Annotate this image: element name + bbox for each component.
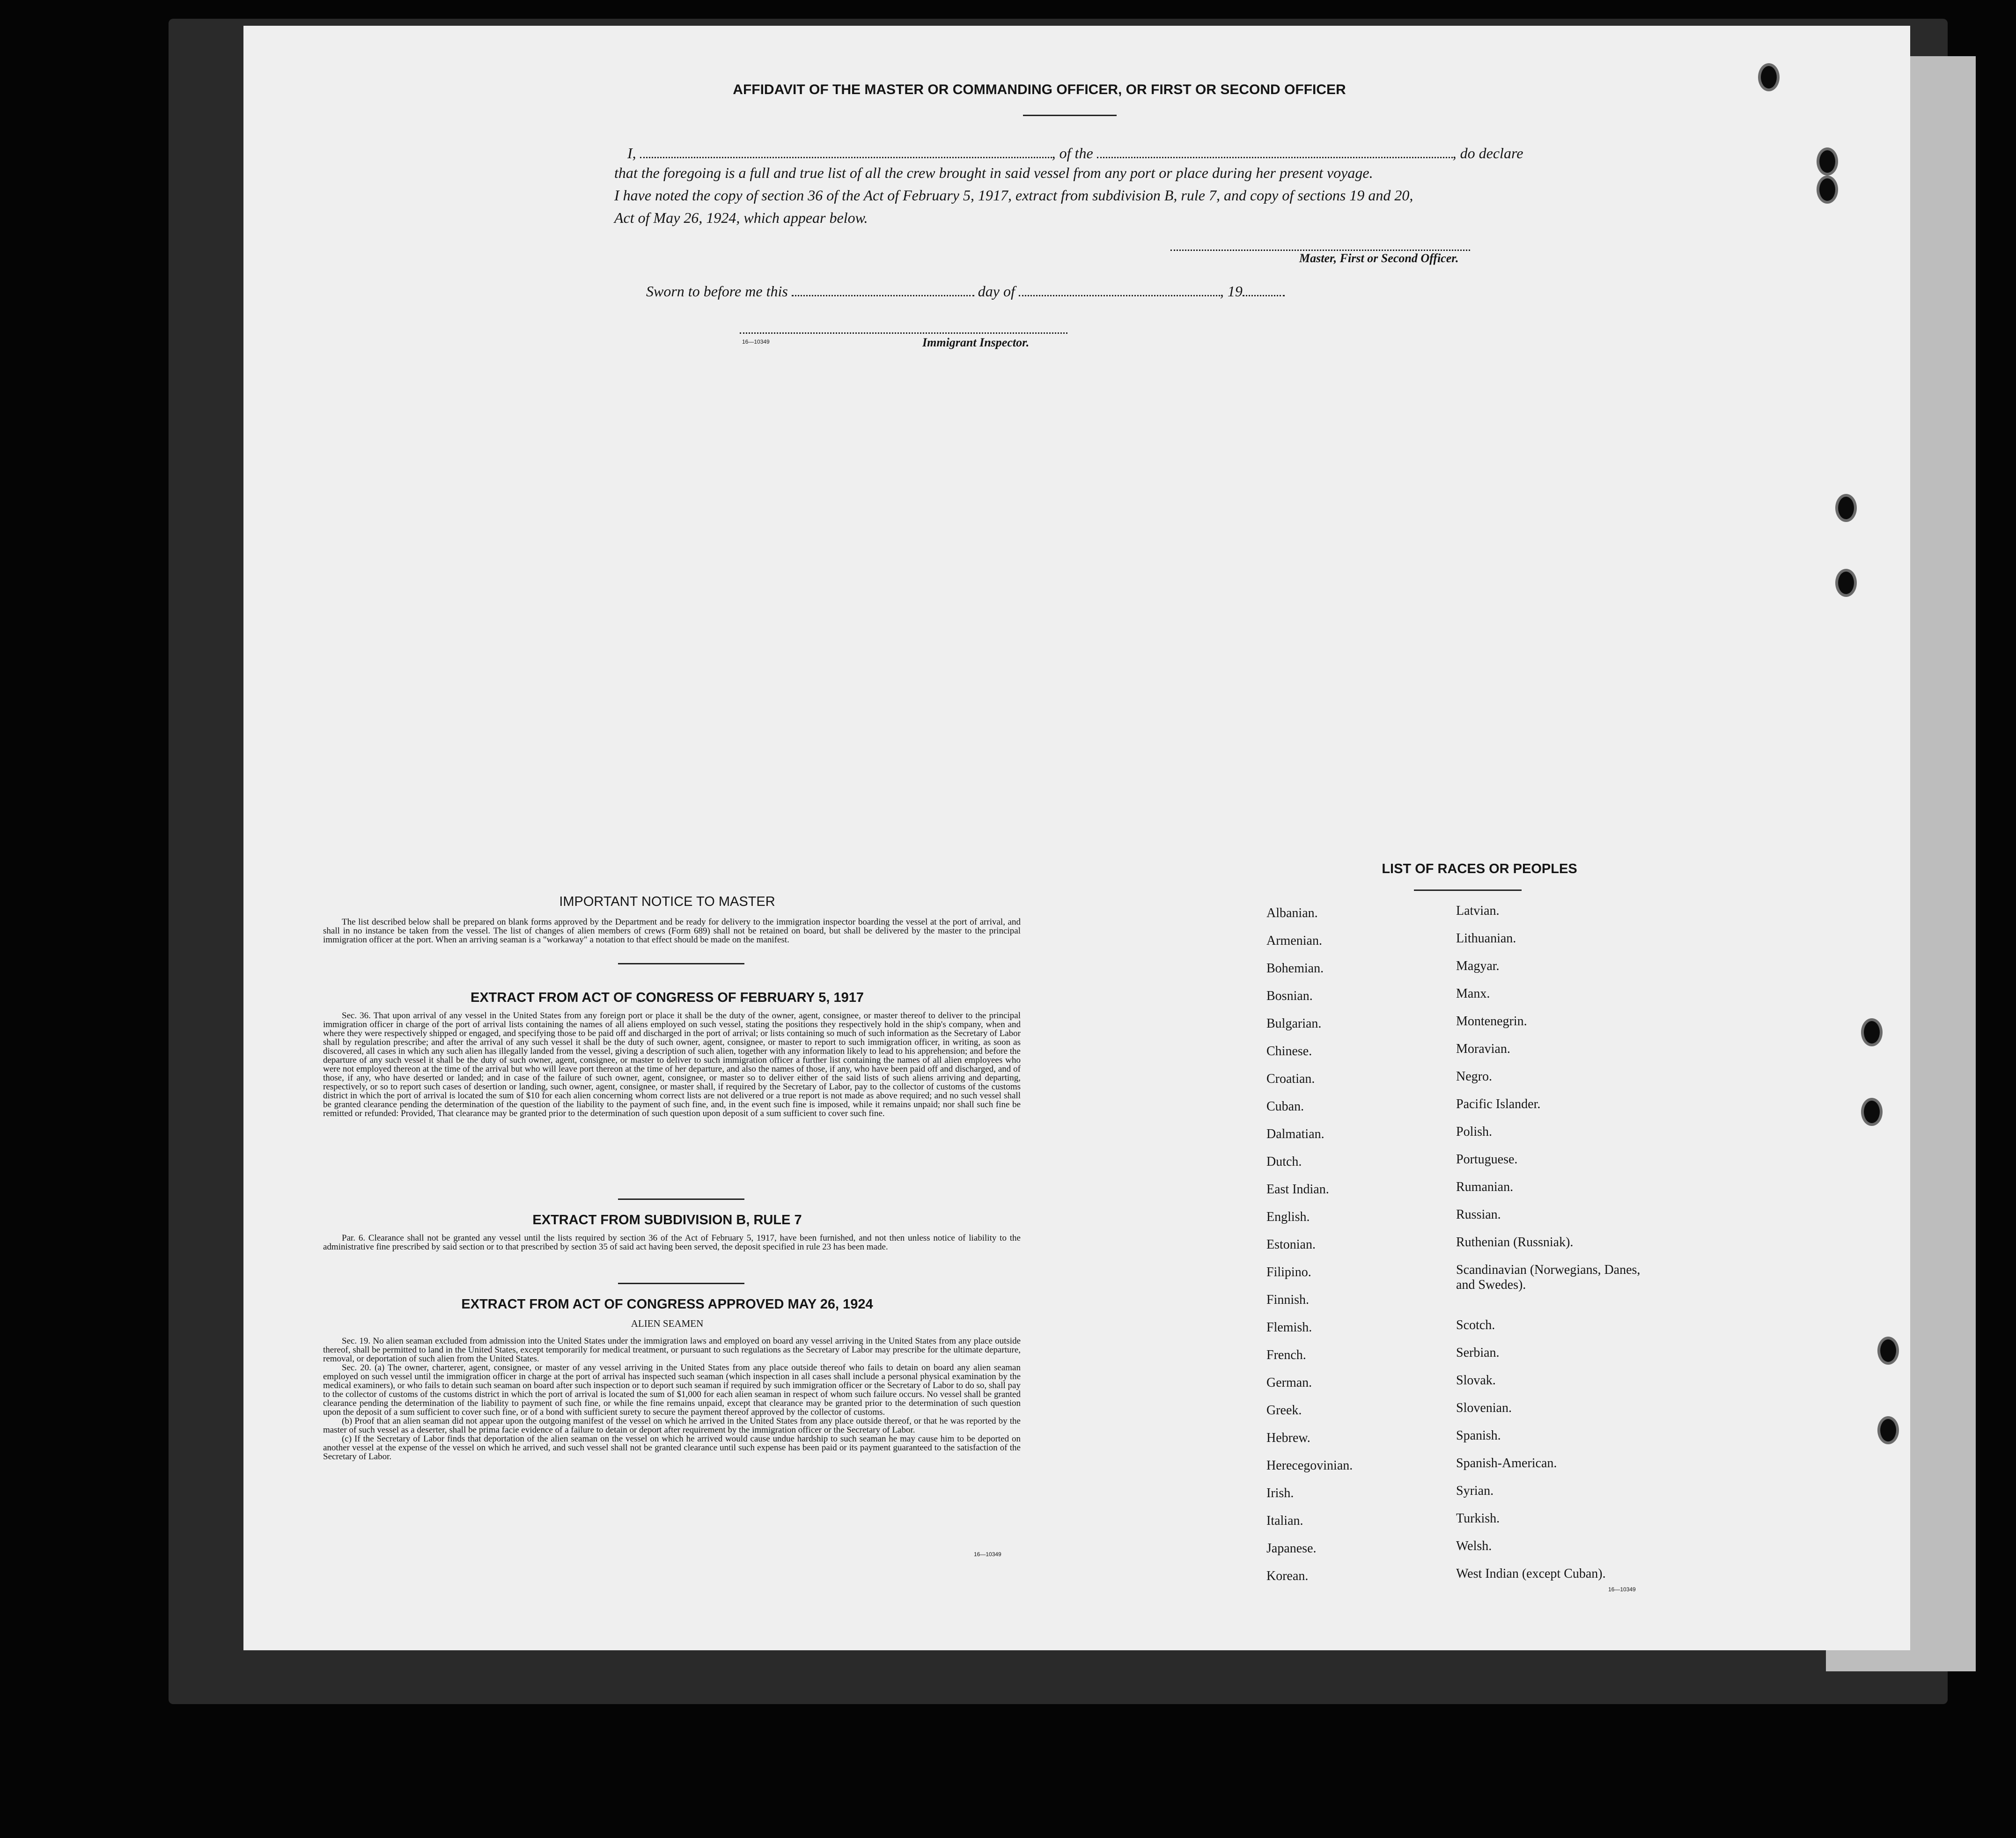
race-item: Flemish. [1266, 1320, 1312, 1335]
subdivision-b-text [323, 1234, 1021, 1251]
race-item: Slovak. [1456, 1373, 1496, 1388]
affidavit-line-4: Act of May 26, 1924, which appear below. [614, 209, 868, 226]
day-of-label: day of [978, 283, 1015, 300]
subdivision-b-title: EXTRACT FROM SUBDIVISION B, RULE 7 [532, 1213, 802, 1228]
sworn-year-field[interactable] [1243, 281, 1285, 296]
inspector-label: Immigrant Inspector. [922, 336, 1030, 349]
race-item: Estonian. [1266, 1237, 1316, 1252]
notice-paragraph: The list described below shall be prepared on blank forms approved by the Department and be ready for delivery to the immigration inspector boarding the vessel at the port of arrival, and shall in no instance be taken from the vessel. The list of changes of alien members of crews (Form 689) shall not be retained on board, but shall be delivered by the master to the principal immigration officer at the port. When an arriving seaman is a "workaway" a notation to that effect should be made on the manifest. [323, 917, 1021, 945]
affidavit-i: I, [627, 145, 636, 162]
race-item: Scotch. [1456, 1318, 1495, 1332]
race-item: Turkish. [1456, 1511, 1500, 1526]
binder-hole [1877, 1416, 1899, 1444]
race-item: East Indian. [1266, 1182, 1329, 1197]
race-item: Irish. [1266, 1486, 1294, 1500]
race-item: Bosnian. [1266, 989, 1313, 1003]
binder-hole [1758, 63, 1780, 91]
race-item: Latvian. [1456, 904, 1500, 918]
race-item: Albanian. [1266, 906, 1318, 920]
race-item: Greek. [1266, 1403, 1302, 1418]
race-item: Dutch. [1266, 1154, 1302, 1169]
race-item: Armenian. [1266, 934, 1322, 948]
race-item: Chinese. [1266, 1044, 1312, 1059]
subdivision-b-rule [618, 1283, 744, 1284]
race-item: West Indian (except Cuban). [1456, 1566, 1606, 1581]
binder-hole [1861, 1018, 1883, 1046]
race-item: English. [1266, 1210, 1310, 1224]
binder-hole [1861, 1098, 1883, 1126]
notice-rule [618, 963, 744, 964]
race-item: Hebrew. [1266, 1431, 1310, 1445]
race-item: Negro. [1456, 1069, 1492, 1084]
sworn-month-field[interactable] [1019, 281, 1220, 296]
inspector-line[interactable] [740, 332, 1067, 334]
race-item: Slovenian. [1456, 1401, 1512, 1415]
race-item: Bulgarian. [1266, 1016, 1322, 1031]
race-item: German. [1266, 1375, 1312, 1390]
race-item: Rumanian. [1456, 1180, 1514, 1194]
extract-1917-text [323, 1011, 1021, 1118]
extract-1917-title: EXTRACT FROM ACT OF CONGRESS OF FEBRUARY 5, 1917 [470, 990, 864, 1005]
races-code: 16—10349 [1608, 1586, 1636, 1593]
year-label: , 19 [1220, 283, 1243, 300]
signature-line[interactable] [1170, 250, 1470, 251]
race-item: Cuban. [1266, 1099, 1304, 1114]
race-item: Korean. [1266, 1569, 1309, 1583]
sworn-day-field[interactable] [792, 281, 974, 296]
signature-label: Master, First or Second Officer. [1299, 251, 1459, 265]
affidavit-line-1 [627, 143, 1523, 162]
extract-1924-title: EXTRACT FROM ACT OF CONGRESS APPROVED MAY 26, 1924 [461, 1297, 873, 1312]
affidavit-title-rule [1023, 115, 1117, 116]
affidavit-line-3: I have noted the copy of section 36 of the Act of February 5, 1917, extract from subdivision B, rule 7, and copy of sections 19 and 20, [614, 187, 1413, 204]
race-item: Japanese. [1266, 1541, 1317, 1556]
par-6-paragraph: Par. 6. Clearance shall not be granted any vessel until the lists required by section 36 of the Act of February 5, 1917, have been furnished, and not then unless notice of liability to the administrative fine prescribed by said section or to that prescribed by section 35 of said act having been served, the deposit specified in rule 23 has been made. [323, 1233, 1021, 1252]
affidavit-declare: , do declare [1452, 145, 1523, 162]
sec-36-paragraph: Sec. 36. That upon arrival of any vessel in the United States from any foreign port or place it shall be the duty of the owner, agent, consignee, or master thereof to deliver to the principal immigration officer in charge of the port of arrival lists containing the names of all aliens employed on such vessel, stating the positions they respectively hold in the ship's company, when and where they were respectively shipped or engaged, and specifying those to be paid off and discharged in the port of arrival; or lists containing so much of such information as the Secretary of Labor shall by regulation prescribe; and after the arrival of any such vessel it shall be the duty of such owner, agent, consignee, or master to report to such immigration officer, in writing, as soon as discovered, all cases in which any such alien has illegally landed from the vessel, giving a description of such alien, together with any information likely to lead to his apprehension; and before the departure of any such vessel it shall be the duty of such owner, agent, consignee, or master to deliver to such immigration officer a further list containing the names of all alien employees who were not employed thereon at the time of the arrival but who will leave port thereon at the time of her departure, and also the names of those, if any, who have been paid off and discharged, and of those, if any, who have deserted or landed; and in case of the failure of such owner, agent, consignee, or master so to deliver either of the said lists of such aliens arriving and departing, respectively, or so to report such cases of desertion or landing, such owner, agent, consignee, or master shall, if required by the Secretary of Labor, pay to the collector of customs of the customs district in which the port of arrival is located the sum of $10 for each alien concerning whom correct lists are not delivered or a true report is not made as above required; and no such vessel shall be granted clearance pending the determination of the question of the liability to the payment of such fine, and, in the event such fine is imposed, while it remains unpaid; nor shall such fine be remitted or refunded: Provided, That clearance may be granted prior to the determination of such question upon deposit of a sum sufficient to cover such fine. [323, 1011, 1021, 1118]
race-item: Croatian. [1266, 1072, 1315, 1086]
race-item: Herecegovinian. [1266, 1458, 1353, 1473]
binder-hole [1877, 1337, 1899, 1365]
race-item: Filipino. [1266, 1265, 1311, 1279]
sec-19-paragraph: Sec. 19. No alien seaman excluded from admission into the United States under the immigration laws and employed on board any vessel arriving in the United States from any place outside thereof, shall be permitted to land in the United States, except temporarily for medical treatment, or pursuant to such regulations as the Secretary of Labor may prescribe for the ultimate departure, removal, or deportation of such alien from the United States. [323, 1336, 1021, 1364]
race-item: Manx. [1456, 986, 1490, 1001]
affidavit-line-2: that the foregoing is a full and true list of all the crew brought in said vessel from any port or place during her present voyage. [614, 164, 1373, 181]
race-item: Polish. [1456, 1125, 1493, 1139]
races-column-1 [1266, 906, 1435, 1596]
race-item: Spanish-American. [1456, 1456, 1557, 1470]
alien-seamen-subtitle: ALIEN SEAMEN [631, 1318, 704, 1329]
form-code: 16—10349 [742, 338, 770, 345]
race-item: Portuguese. [1456, 1152, 1518, 1167]
races-title-rule [1414, 890, 1522, 891]
race-item: Welsh. [1456, 1539, 1492, 1553]
binder-hole [1835, 494, 1857, 522]
affidavit-of: , of the [1052, 145, 1093, 162]
extract-1917-rule [618, 1198, 744, 1200]
race-item: Russian. [1456, 1207, 1501, 1222]
race-item: Lithuanian. [1456, 931, 1516, 946]
binder-hole [1817, 147, 1838, 176]
sec-20c-paragraph: (c) If the Secretary of Labor finds that deportation of the alien seaman on the vessel on which he arrived would cause undue hardship to such seaman he may cause him to be deported on another vessel at the expense of the vessel on which he arrived, and such vessel shall not be granted clearance until such expense has been paid or its payment guaranteed to the satisfaction of the Secretary of Labor. [323, 1434, 1021, 1462]
race-item: Dalmatian. [1266, 1127, 1324, 1141]
races-column-2 [1456, 904, 1653, 1594]
race-item: French. [1266, 1348, 1306, 1362]
document-page [243, 26, 1910, 1650]
race-item: Finnish. [1266, 1293, 1310, 1307]
extract-code: 16—10349 [974, 1551, 1001, 1558]
master-name-field[interactable] [640, 143, 1052, 158]
extract-1924-text [323, 1337, 1021, 1461]
sworn-line [646, 281, 1285, 300]
race-item: Montenegrin. [1456, 1014, 1527, 1029]
sec-20a-paragraph: Sec. 20. (a) The owner, charterer, agent, consignee, or master of any vessel arriving in the United States from any place outside thereof who fails to detain on board any alien seaman employed on such vessel until the immigration officer in charge at the port of arrival has inspected such seaman (which inspection in all cases shall include a personal physical examination by the medical examiners), or who fails to detain such seaman on board after such inspection or to deport such seaman if required by such immigration officer or the Secretary of Labor to do so, shall pay to the collector of customs of the customs district in which the port of arrival is located the sum of $1,000 for each alien seaman in respect of whom such failure occurs. No vessel shall be granted clearance pending the determination of the liability to payment of such fine, or while the fine remains unpaid, except that clearance may be granted prior to the determination of such question upon the deposit of a sum sufficient to cover such fine, or of a bond with sufficient surety to secure the payment thereof approved by the collector of customs. [323, 1363, 1021, 1417]
race-item: Italian. [1266, 1514, 1303, 1528]
race-item: Magyar. [1456, 959, 1500, 973]
binder-hole [1835, 569, 1857, 597]
sec-20b-paragraph: (b) Proof that an alien seaman did not appear upon the outgoing manifest of the vessel on which he arrived in the United States from any place outside thereof, or that he was reported by the master of such vessel as a deserter, shall be prima facie evidence of a failure to detain or deport after requirement by the immigration officer or the Secretary of Labor. [323, 1416, 1021, 1435]
race-item: Serbian. [1456, 1345, 1500, 1360]
race-item: Ruthenian (Russniak). [1456, 1235, 1574, 1250]
race-item: Syrian. [1456, 1484, 1494, 1498]
race-item: Bohemian. [1266, 961, 1324, 976]
race-item: Pacific Islander. [1456, 1097, 1541, 1111]
sworn-label: Sworn to before me this [646, 283, 788, 300]
binder-hole [1817, 176, 1838, 204]
affidavit-title: AFFIDAVIT OF THE MASTER OR COMMANDING OFFICER, OR FIRST OR SECOND OFFICER [733, 82, 1346, 97]
notice-text [323, 918, 1021, 944]
race-item: Spanish. [1456, 1428, 1501, 1443]
notice-title: IMPORTANT NOTICE TO MASTER [559, 894, 775, 909]
races-title: LIST OF RACES OR PEOPLES [1382, 861, 1577, 876]
race-item: Moravian. [1456, 1042, 1510, 1056]
vessel-name-field[interactable] [1097, 143, 1453, 158]
race-item: Scandinavian (Norwegians, Danes, and Swedes). [1456, 1263, 1641, 1292]
